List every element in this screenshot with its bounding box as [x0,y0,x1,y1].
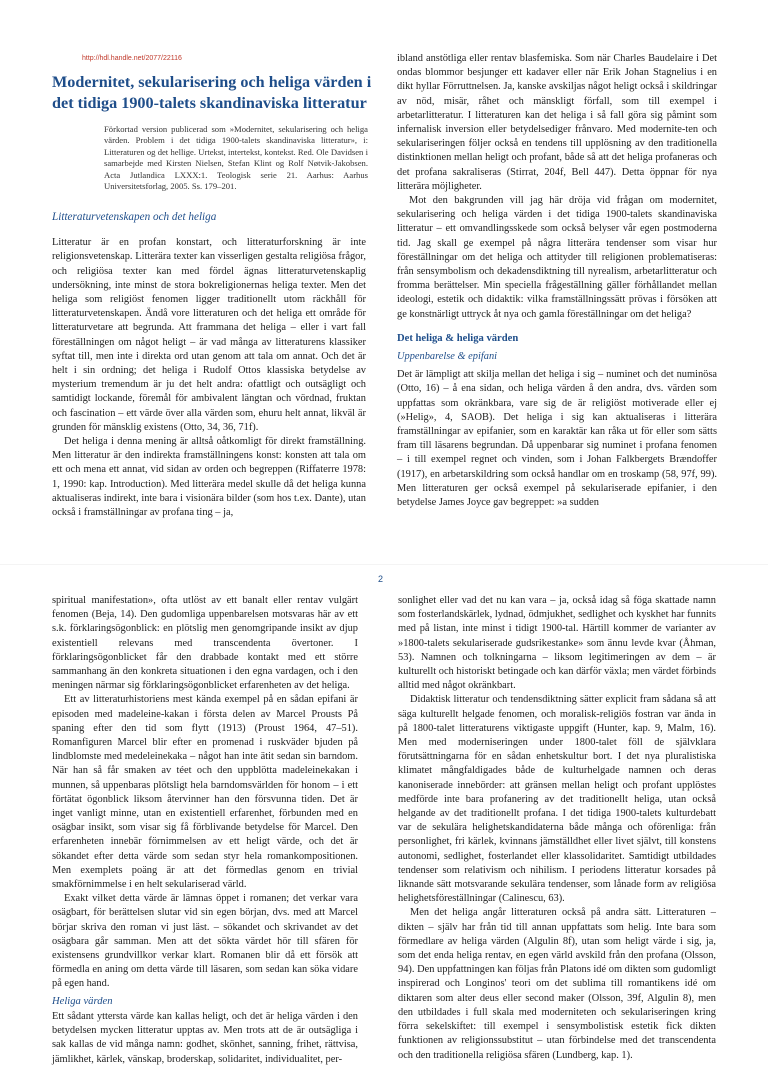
paragraph: Mot den bakgrunden vill jag här dröja vid frågan om modernitet, sekularisering och heliga värden i det tidiga 1900-talets skandinaviska litteratur – ett omvandlingsskede som också belyser vår egen postmoderna tid. Jag skall ge exempel på några litterära tendenser som visar hur föreställningar om det heliga och attityder till religionen problematiseras: från sensymbolism och dekadensdiktning till nyrealism, arbetarlitteratur och fromma berättelser. Min speciella frågeställning gäller förhållandet mellan ideologi, estetik och didaktik: vilka framställningssätt prövas i försöken att ge konstnärligt uttryck åt nya och gamla föreställningar om det heliga? [397,195,717,320]
page-divider [0,564,768,565]
paragraph: Ett av litteraturhistoriens mest kända exempel på en sådan epifani är episoden med madeleine-kakan i första delen av Marcel Prousts På spaning efter den tid som flytt (1913) (Proust 1964, 47–51). Romanfiguren Marcel blir efter en promenad i ruskväder bjuden på lindblomste med medeleinekaka – något han inte ätit sedan sin barndom. När han så får smaken av téet och den uppblötta madeleinekakan i munnen, så uppenbaras plötsligt hela barndomsvärlden för honom – i ett förtätat ögonblick liksom återvinner han den försvunna tiden. Det är inget vanligt minne, utan en existentiell erfarenhet, förbunden med en osägbar insikt, som visar sig få förblivande betydelse för Marcel. Den erfarenheten innebär förnimmelsen av ett heligt värde, och det är sökandet efter detta värde som sedan styr hela romankompositionen. Men exemplets poäng är att det förmedlas genom en trivial smakförnimmelse i en helt sekulariserad värld. [52,694,358,891]
section-heading: Det heliga & heliga värden [397,332,519,344]
handle-url-link[interactable]: http://hdl.handle.net/2077/22116 [82,55,182,62]
paragraph: Men det heliga angår litteraturen också på andra sätt. Litteraturen – dikten – själv har från tid till annan uppfattats som helig. Inte bara som förmedlare av heliga värden (Algulin 8f), utan som heligt värde i sig, ja, som det enda heliga rentav, en egen värld avskild från den profana (Olsson, 94). Den uppfattningen kan följas från Platons idé om dikten som gudomligt inspirerad och Longinos' teori om det sublima till romantikens idé om diktaren som alter deus eller second maker (Olsson, 39f, Algulin 8), men den utbildades i full skala med moderniteten och sekulariseringen kring förra sekelskiftet: till exempel i sensymbolistisk estetik fick dikten funktionen av religionssubstitut – utan förbindelse med det transcendenta och den traditionella religiösa sfären (Lundberg, kap. 1). [398,907,716,1061]
paragraph: sonlighet eller vad det nu kan vara – ja, också idag så föga skattade namn som fosterlandskärlek, lydnad, ödmjukhet, sedlighet och kyskhet har funnits med på listan, inte minst i tidigt 1900-tal. Härtill kommer de varianter av »1800-talets sekulariserade gudsrikestanke» som ännu levde kvar (Åhman, 53). Namnen och tolkningarna – liksom legitimeringen av dem – är kulturellt och historiskt betingade och kan därför växla; men värdet förbinds alltid med något okränkbart. [398,595,716,692]
article-title: Modernitet, sekularisering och heliga värden i det tidiga 1900-talets skandinaviska litteratur [52,73,372,112]
paragraph: Exakt vilket detta värde är lämnas öppet i romanen; det verkar vara osägbart, för berättelsen slutar vid sin egen början, dvs. med att Marcel börjar skriva den roman vi just läst. – sökandet och skrivandet av det osägbara går samman. Men att det sökta värdet hör till sfären för existensens grundvillkor verkar klart. Romanen blir då ett försök att förmedla en aning om detta värde till läsaren, som sedan kan söka vidare på egen hand. [52,893,358,990]
section-heading: Heliga värden [52,995,113,1007]
paragraph: Det är lämpligt att skilja mellan det heliga i sig – numinet och det numinösa (Otto, 16) – å ena sidan, och heliga värden å den andra, dvs. värden som uppfattas som okränkbara, vare sig de är religiöst motiverade eller ej (»Helig», 4, SAOB). Det heliga i sig kan aktualiseras i litterära framställningar av epifanier, som en karaktär kan råka ut för eller som sätts fram till läsarens begrundan. Då uppenbarar sig numinet i profana fenomen – i till exempel regnet och vinden, som i Johan Falkbergets Brændoffer (1917), en arbetarskildring som också handlar om en troskamp (58, 97f, 99). Men litteraturen ger också exempel på sekulariserade epifanier, i den betydelse James Joyce gav begreppet: »a sudden [397,369,717,509]
page1-right-column [397,52,717,509]
publication-note: Förkortad version publicerad som »Modernitet, sekularisering och heliga värden. Problem i det tidiga 1900-talets skandinaviska litteratur», i: Litteraturen og det hellige. Urtekst, intertekst, kontekst. Red. Ole Davidsen i samarbejde med Kirsten Nielsen, Stefan Klint og Rolf Nøtvik-Jakobsen. Acta Jutlandica LXXX:1. Teologisk serie 21. Aarhus: Aarhus Universitetsforlag, 2005. Ss. 179–201. [104,124,368,192]
page2-right-column [398,594,716,1061]
page2-left-column [52,594,358,1065]
page1-left-column [52,210,366,519]
paragraph: Det heliga i denna mening är alltså oåtkomligt för direkt framställning. Men litteratur är den indirekta framställningens konst: konsten att tala om ett och mena ett annat, vid sidan av orden och begreppen (Riffaterre 1978: 1, 1990: kap. Introduction). Med litterära medel skulle då det heliga kunna aktualiseras indirekt, inte bara i visionära bilder (som hos t.ex. Dante), utan också i framställningar av profana ting – ja, [52,436,366,519]
section-heading: Litteraturvetenskapen och det heliga [52,211,217,223]
subsection-heading: Uppenbarelse & epifani [397,351,498,363]
page-number: 2 [378,574,384,584]
paragraph: spiritual manifestation», ofta utlöst av ett banalt eller rentav vulgärt fenomen (Beja, 14). Den gudomliga uppenbarelsen motsvaras här av ett s.k. förklaringsögonblick: en plötslig men genomgripande insikt av djup existentiell relevans med transcendenta övertoner. I förklaringsögonblicket får den drabbade kontakt med ett större sammanhang än den konkreta situationen i den egna vardagen, och i den meningen närmar sig förklaringsögonblicket erfarenheten av det heliga. [52,595,358,692]
paragraph: Litteratur är en profan konstart, och litteraturforskning är inte religionsvetenskap. Litterära texter kan visserligen gestalta religiösa frågor, och religiösa texter kan med fördel ägnas litteraturvetenskaplig undersökning, inte minst de stora bokreligionernas heliga texter. Men det heliga som religiöst fenomen ligger traditionellt utom räckhåll för litteraturvetenskapen. Ändå vore litteraturen och det heliga ett område för litteraturvetare att begrunda. Att frammana det heliga – eller i vart fall föreställningen om något heligt – är vad många av litteraturens klassiker syftat till, men inte i direkta ord utan genom att tala om annat. Och det är helt i sin ordning; det heliga i Rudolf Ottos klassiska betydelse av mysterium tremendum är ju det helt andra: ofattligt och outsägligt och samtidigt lockande, föremål för ambivalent längtan och vördnad, fruktan och fascination – ett värde över alla värden som, ehuru helt annat, likväl är grunden för mänsklig existens (Otto, 34, 36, 71f). [52,237,366,433]
paragraph: Ett sådant yttersta värde kan kallas heligt, och det är heliga värden i den betydelsen mycken litteratur upptas av. Men trots att de är outsägliga i sak kallas de vid många namn: godhet, skönhet, sanning, frihet, rättvisa, jämlikhet, kärlek, vänskap, broderskap, solidaritet, individualitet, per- [52,1010,358,1065]
paragraph: Didaktisk litteratur och tendensdiktning sätter explicit fram sådana så att säga kulturellt helgade fenomen, och moralisk-religiös fostran var ända in på 1800-talet litteraturens viktigaste uppgift (Hunter, kap. 9, Malm, 16). Men med moderniseringen under 1800-talet föll de självklara förutsättningarna för en sådan enhetskultur bort. I det nya pluralistiska klimatet mångfaldigades både de kulturhelgade namnen och deras kanoniserade innebörder: att gränsen mellan heligt och profant upplöstes medförde inte bara profanering av det traditionellt heliga, utan också helgande av det traditionellt profana. I det tidiga 1900-talets kulturdebatt var de sekulära helighetskandidaterna både många och oförenliga: från personlighet, fri kärlek, kvinnans jämställdhet eller livet självt, till konstens autonomi, sedlighet, fosterlandet eller klassolidaritet. Samtidigt utbildades tendenser som relativism och nihilism. I periodens litteratur korsades på liknande sätt motsvarande sekulära tendenser, som lånade form av religiösa helighetsföreställningar (Calinescu, 63). [398,694,716,905]
paragraph: ibland anstötliga eller rentav blasfemiska. Som när Charles Baudelaire i Det ondas blommor besjunger ett kadaver eller när Erik Johan Stagnelius i en dikt hyllar Förruttnelsen. Ja, kanske avskiljas något heligt också i skildringar av nöd, misär, råhet och mänskligt förfall, som till exempel i arbetarlitteratur. I litteraturen kan det heliga i så fall göra sig påmint som infernalisk inversion eller betydelsediger frånvaro. Med modernite-ten och sekulariseringen följer också en tendens till upplösning av den traditionella distinktionen mellan heligt och profant, både så att det heliga profaneras och det profana sakraliseras (Stirrat, 204f, Bell 447). Detta öppnar för nya litterära möjligheter. [397,53,717,192]
